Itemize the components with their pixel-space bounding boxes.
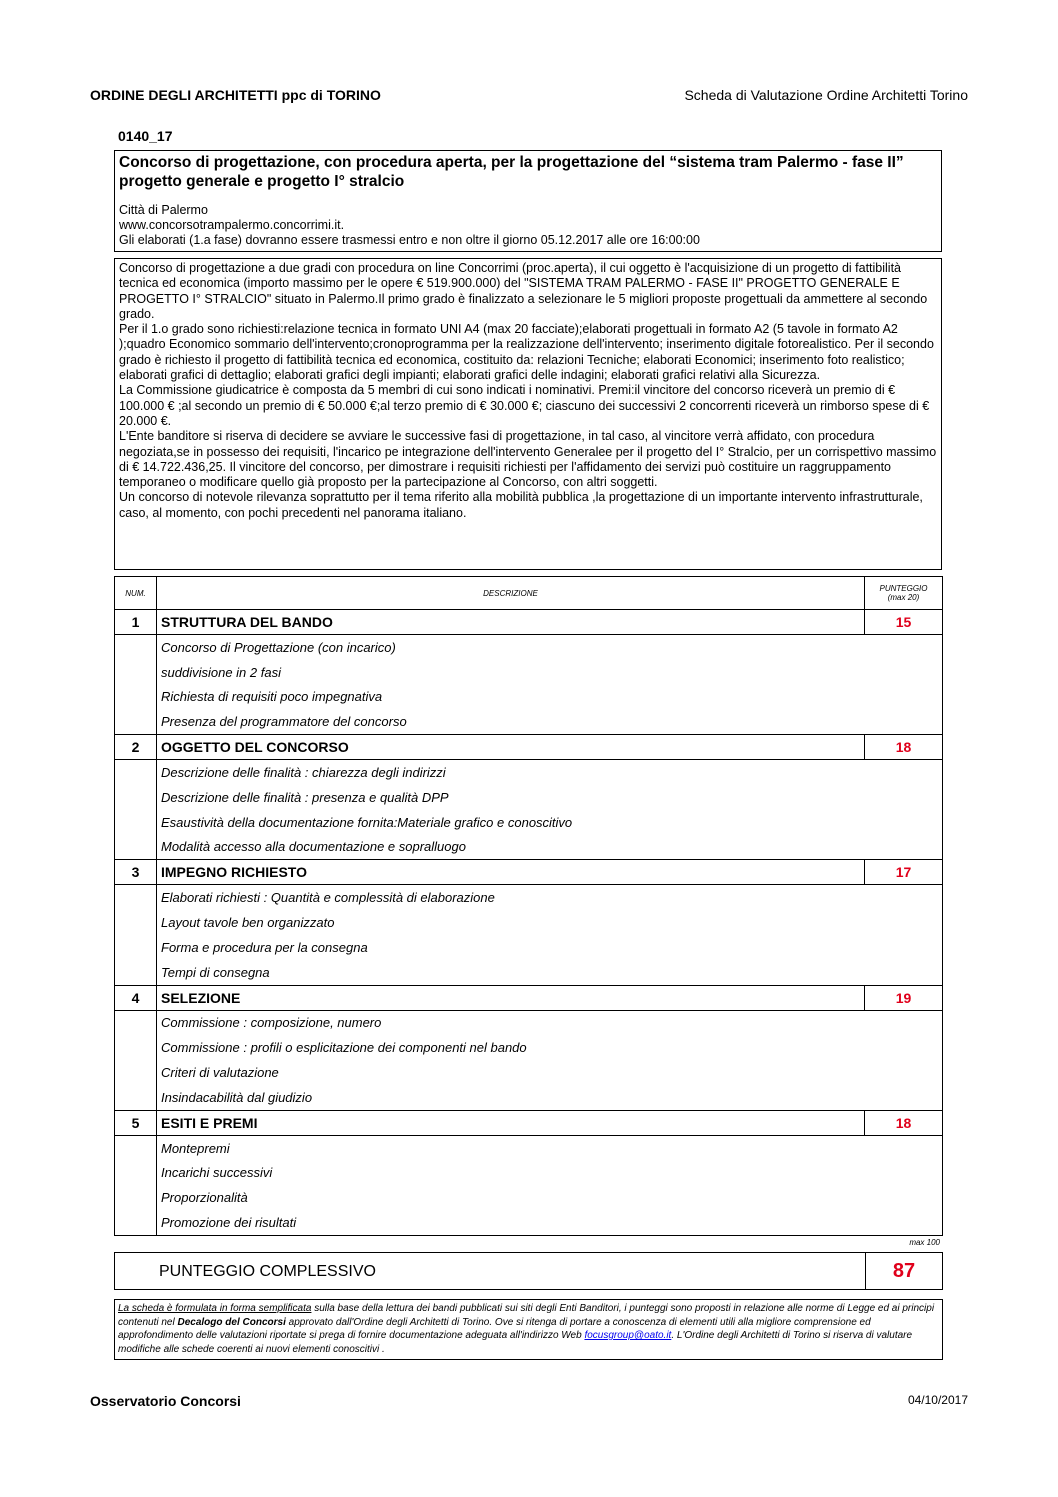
- criteria-score-cell: [865, 935, 943, 960]
- criteria-num-cell: [115, 1161, 157, 1186]
- criteria-label: Insindacabilità dal giudizio: [161, 1089, 313, 1105]
- criteria-label: Commissione : composizione, numero: [161, 1015, 382, 1031]
- criteria-label: Concorso di Progettazione (con incarico): [161, 639, 396, 655]
- criteria-row: [115, 1060, 943, 1085]
- disclaimer-text: approvato dall'Ordine degli Architetti di Torino. Ove si ritenga di portare a conoscenza di elementi utili alla migliore comprensione ed approfondimento delle valutazioni riportate si prega di fornire documentazione adeguata all'indirizzo Web: [118, 1316, 871, 1342]
- description-paragraph: L'Ente banditore si riserva di decidere se avviare le successive fasi di progettazione, in tal caso, al vincitore verrà affidato, con procedura negoziata,se in possesso dei requisiti, l'incarico pe integrazione dell'intervento Generalee per il progetto del I° Stralcio, per un corrispettivo massimo di € 14.722.436,25. Il vincitore del concorso, per dimostrare i requisiti richiesti per l'affidamento dei servizi può costituire un raggruppamento temporaneo o modificare quello già proposto per la partecipazione al Concorso, con altri soggetti.: [119, 429, 937, 490]
- criteria-label: Forma e procedura per la consegna: [161, 939, 368, 955]
- criteria-row: [115, 1161, 943, 1186]
- criteria-row: [115, 960, 943, 985]
- criteria-score-cell: [865, 709, 943, 734]
- criteria-num-cell: [115, 910, 157, 935]
- criteria-score-cell: [865, 1135, 943, 1160]
- section-row: [115, 610, 943, 635]
- criteria-score-cell: [865, 885, 943, 910]
- criteria-score-cell: [865, 910, 943, 935]
- section-score: 17: [865, 860, 943, 885]
- criteria-num-cell: [115, 709, 157, 734]
- section-number: 5: [115, 1110, 157, 1135]
- criteria-score-cell: [865, 660, 943, 685]
- disclaimer-note: [114, 1299, 943, 1360]
- criteria-row: [115, 685, 943, 710]
- column-header-num: NUM.: [115, 577, 157, 610]
- section-row: [115, 735, 943, 760]
- criteria-label: Esaustività della documentazione fornita:Materiale grafico e conoscitivo: [161, 814, 573, 830]
- evaluation-table: [114, 576, 943, 1236]
- criteria-label: Montepremi: [161, 1140, 230, 1156]
- disclaimer-text: sulla base della lettura dei bandi pubblicati sui siti degli Enti Banditori, i punteggi sono proposti in relazione alle norme di Legge ed ai principi contenuti nel: [118, 1303, 935, 1328]
- section-title: ESITI E PREMI: [157, 1110, 865, 1135]
- criteria-score-cell: [865, 835, 943, 860]
- criteria-row: [115, 810, 943, 835]
- section-title: OGGETTO DEL CONCORSO: [157, 735, 865, 760]
- criteria-label: Descrizione delle finalità : chiarezza degli indirizzi: [161, 765, 446, 781]
- criteria-num-cell: [115, 885, 157, 910]
- criteria-num-cell: [115, 1210, 157, 1235]
- criteria-label: Layout tavole ben organizzato: [161, 915, 335, 931]
- criteria-num-cell: [115, 1135, 157, 1160]
- description-paragraph: Un concorso di notevole rilevanza soprattutto per il tema riferito alla mobilità pubblica ,la progettazione di un importante intervento infrastrutturale, caso, al momento, con pochi precedenti nel panorama italiano.: [119, 490, 923, 520]
- header-document-type: Scheda di Valutazione Ordine Architetti Torino: [684, 87, 968, 103]
- website-link[interactable]: www.concorsotrampalermo.concorrimi.it.: [119, 218, 345, 232]
- decalogo-reference: Decalogo del Concorsi: [177, 1316, 286, 1328]
- total-score-label: PUNTEGGIO COMPLESSIVO: [159, 1263, 376, 1280]
- title-box: [114, 150, 942, 252]
- section-score: 19: [865, 985, 943, 1010]
- criteria-row: [115, 1210, 943, 1235]
- criteria-row: [115, 660, 943, 685]
- section-score: 18: [865, 735, 943, 760]
- criteria-score-cell: [865, 1185, 943, 1210]
- section-title: IMPEGNO RICHIESTO: [157, 860, 865, 885]
- criteria-num-cell: [115, 935, 157, 960]
- criteria-num-cell: [115, 1060, 157, 1085]
- criteria-num-cell: [115, 785, 157, 810]
- section-score: 15: [865, 610, 943, 635]
- header-organization: ORDINE DEGLI ARCHITETTI ppc di TORINO: [90, 87, 381, 103]
- section-score: 18: [865, 1110, 943, 1135]
- criteria-num-cell: [115, 660, 157, 685]
- criteria-label: Presenza del programmatore del concorso: [161, 714, 407, 730]
- criteria-label: suddivisione in 2 fasi: [161, 664, 281, 680]
- description-paragraph: La Commissione giudicatrice è composta da 5 membri di cui sono indicati i nominativi. Premi:il vincitore del concorso riceverà un premio di € 100.000 € ;al secondo un premio di € 50.000 €;al terzo premio di € 30.000 €; ciascuno dei successivi 2 concorrenti riceverà un rimborso spese di € 20.000 €.: [119, 383, 930, 428]
- criteria-score-cell: [865, 635, 943, 660]
- entity-name: Città di Palermo: [119, 203, 208, 217]
- section-row: [115, 860, 943, 885]
- section-row: [115, 1110, 943, 1135]
- section-number: 4: [115, 985, 157, 1010]
- criteria-row: [115, 709, 943, 734]
- criteria-row: [115, 635, 943, 660]
- criteria-score-cell: [865, 760, 943, 785]
- criteria-score-cell: [865, 960, 943, 985]
- criteria-score-cell: [865, 1085, 943, 1110]
- criteria-row: [115, 1035, 943, 1060]
- criteria-score-cell: [865, 1010, 943, 1035]
- criteria-score-cell: [865, 1060, 943, 1085]
- criteria-num-cell: [115, 960, 157, 985]
- competition-code: 0140_17: [118, 128, 173, 144]
- disclaimer-text: . L'Ordine degli Architetti di Torino si riserva di valutare modifiche alle schede coerenti ai nuovi elementi conoscitivi .: [118, 1330, 913, 1355]
- footer-date: 04/10/2017: [907, 1393, 968, 1407]
- criteria-row: [115, 1185, 943, 1210]
- max-score-note: max 100: [909, 1238, 940, 1247]
- criteria-label: Proporzionalità: [161, 1190, 248, 1206]
- criteria-row: [115, 1135, 943, 1160]
- criteria-row: [115, 785, 943, 810]
- criteria-label: Incarichi successivi: [161, 1165, 273, 1181]
- description-paragraph: Concorso di progettazione a due gradi con procedura on line Concorrimi (proc.aperta), il cui oggetto è l'acquisizione di un progetto di fattibilità tecnica ed economica (importo massimo per le opere € 519.900.000) del "SISTEMA TRAM PALERMO - FASE II" PROGETTO GENERALE E PROGETTO I° STRALCIO" situato in Palermo.Il primo grado è finalizzato a selezionare le 5 migliori proposte progettuali da ammettere al secondo grado.: [119, 261, 928, 321]
- criteria-label: Criteri di valutazione: [161, 1065, 279, 1081]
- criteria-row: [115, 760, 943, 785]
- column-header-description: DESCRIZIONE: [157, 577, 865, 610]
- criteria-label: Commissione : profili o esplicitazione dei componenti nel bando: [161, 1040, 527, 1056]
- section-number: 3: [115, 860, 157, 885]
- criteria-row: [115, 910, 943, 935]
- criteria-label: Modalità accesso alla documentazione e sopralluogo: [161, 839, 466, 855]
- criteria-num-cell: [115, 760, 157, 785]
- criteria-num-cell: [115, 1085, 157, 1110]
- criteria-row: [115, 1085, 943, 1110]
- score-header-max: (max 20): [887, 593, 920, 602]
- table-header-row: [115, 577, 943, 610]
- criteria-num-cell: [115, 1035, 157, 1060]
- section-row: [115, 985, 943, 1010]
- email-link[interactable]: focusgroup@oato.it: [584, 1330, 672, 1342]
- competition-title: Concorso di progettazione, con procedura aperta, per la progettazione del “sistema tram Palermo - fase II” progetto generale e progetto I° stralcio: [119, 154, 904, 190]
- criteria-score-cell: [865, 810, 943, 835]
- description-paragraph: Per il 1.o grado sono richiesti:relazione tecnica in formato UNI A4 (max 20 facciate);elaborati progettuali in formato A2 (5 tavole in formato A2 );quadro Economico sommario dell'intervento;cronoprogramma per la realizzazione dell'intervento; inserimento digitale fotorealistico. Per il secondo grado è richiesto il progetto di fattibilità tecnica ed economica, costituito da: relazioni Tecniche; elaborati Economici; inserimento foto realistico; elaborati grafici di dettaglio; elaborati grafici degli impianti; elaborati grafici delle indagini; elaborati grafici relativi alla Sicurezza.: [119, 322, 934, 383]
- section-title: STRUTTURA DEL BANDO: [157, 610, 865, 635]
- column-header-score: [865, 577, 943, 610]
- deadline-text: Gli elaborati (1.a fase) dovranno essere trasmessi entro e non oltre il giorno 05.12.2017 alle ore 16:00:00: [119, 233, 700, 247]
- criteria-label: Elaborati richiesti : Quantità e complessità di elaborazione: [161, 890, 495, 906]
- criteria-score-cell: [865, 1035, 943, 1060]
- criteria-num-cell: [115, 685, 157, 710]
- section-number: 2: [115, 735, 157, 760]
- criteria-num-cell: [115, 810, 157, 835]
- criteria-score-cell: [865, 685, 943, 710]
- criteria-row: [115, 935, 943, 960]
- total-score-value: 87: [865, 1252, 943, 1290]
- disclaimer-lead: La scheda è formulata in forma semplificata: [118, 1303, 312, 1314]
- total-score-box: [114, 1252, 866, 1290]
- criteria-num-cell: [115, 1010, 157, 1035]
- criteria-score-cell: [865, 1161, 943, 1186]
- criteria-label: Promozione dei risultati: [157, 1210, 865, 1235]
- section-title: SELEZIONE: [157, 985, 865, 1010]
- criteria-num-cell: [115, 635, 157, 660]
- criteria-row: [115, 1010, 943, 1035]
- criteria-num-cell: [115, 835, 157, 860]
- criteria-label: Descrizione delle finalità : presenza e qualità DPP: [161, 789, 449, 805]
- score-header-label: PUNTEGGIO: [879, 584, 928, 593]
- footer-observatory: Osservatorio Concorsi: [90, 1393, 241, 1409]
- competition-info: [119, 203, 937, 248]
- criteria-score-cell: [865, 1210, 943, 1235]
- criteria-score-cell: [865, 785, 943, 810]
- criteria-row: [115, 835, 943, 860]
- section-number: 1: [115, 610, 157, 635]
- criteria-num-cell: [115, 1185, 157, 1210]
- criteria-row: [115, 885, 943, 910]
- criteria-label: Tempi di consegna: [161, 964, 270, 980]
- description-box: [114, 258, 942, 570]
- criteria-label: Richiesta di requisiti poco impegnativa: [161, 689, 383, 705]
